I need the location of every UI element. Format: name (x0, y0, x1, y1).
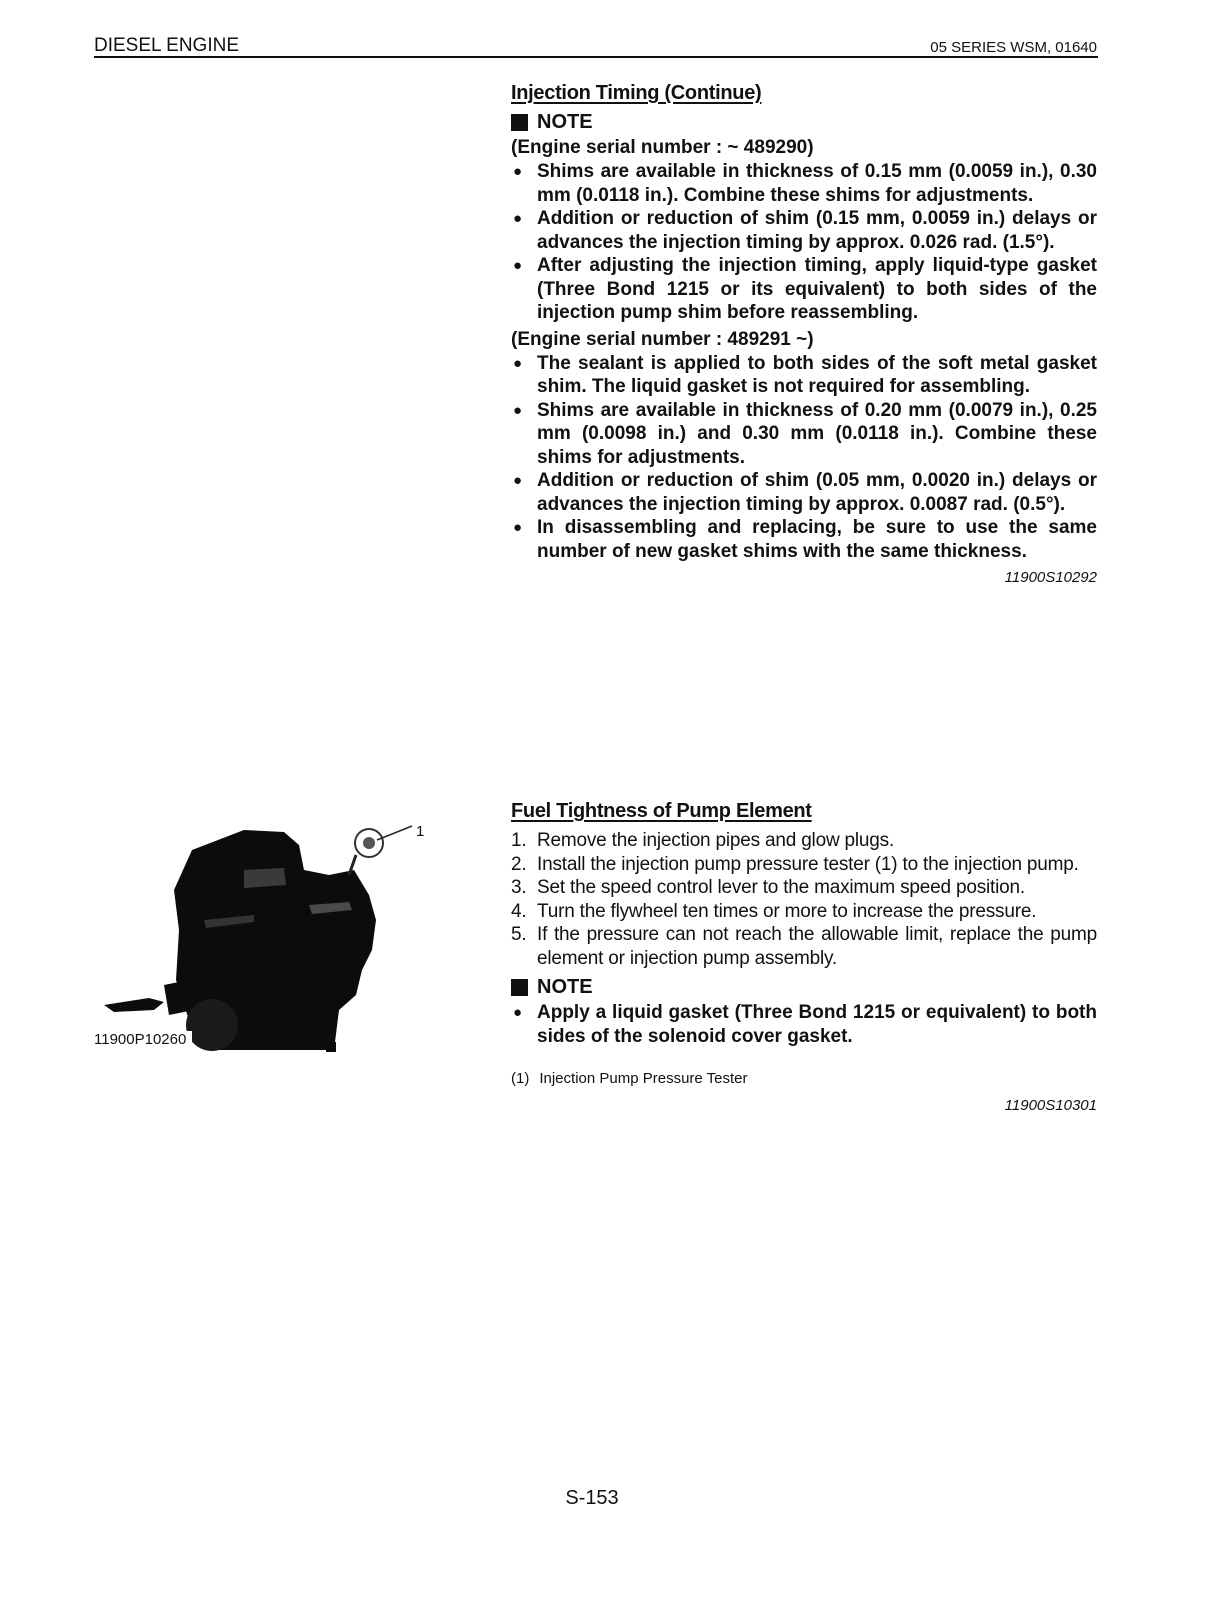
legend-text: Injection Pump Pressure Tester (539, 1070, 748, 1087)
list-item: ● Apply a liquid gasket (Three Bond 1215 or equivalent) to both sides of the solenoid cover gasket. (511, 1001, 1097, 1048)
note-label: NOTE (537, 111, 593, 133)
engine-photo (94, 810, 434, 1055)
note-heading (511, 976, 1097, 999)
list-item (511, 900, 1097, 924)
note-square-icon (511, 979, 528, 996)
list-item (511, 829, 1097, 853)
bullet-list-b (511, 352, 1097, 564)
section-fuel-tightness (511, 800, 1097, 1114)
note-square-icon (511, 114, 528, 131)
legend-number: (1) (511, 1070, 530, 1087)
list-item: ● After adjusting the injection timing, apply liquid-type gasket (Three Bond 1215 or its equivalent) to both sides of the injection pump shim before reassembling. (511, 254, 1097, 325)
steps-list (511, 829, 1097, 970)
section-title: Injection Timing (Continue) (511, 82, 762, 104)
header-rule (94, 56, 1098, 58)
step-text: Turn the flywheel ten times or more to increase the pressure. (537, 900, 1037, 922)
list-item (511, 853, 1097, 877)
bullet-list-a (511, 160, 1097, 325)
list-item: ● Addition or reduction of shim (0.15 mm, 0.0059 in.) delays or advances the injection timing by approx. 0.026 rad. (1.5°). (511, 207, 1097, 254)
step-text: Remove the injection pipes and glow plugs. (537, 830, 895, 851)
note-heading (511, 111, 1097, 134)
step-text: Set the speed control lever to the maximum speed position. (537, 877, 1025, 898)
callout-number: 1 (416, 823, 425, 840)
section-title: Fuel Tightness of Pump Element (511, 800, 812, 822)
reference-code: 11900S10301 (1004, 1097, 1097, 1114)
list-item (511, 923, 1097, 970)
section-injection-timing (511, 82, 1097, 586)
list-item: ● In disassembling and replacing, be sure to use the same number of new gasket shims with the same thickness. (511, 516, 1097, 563)
page-number: S-153 (565, 1487, 619, 1509)
list-item: ● Shims are available in thickness of 0.15 mm (0.0059 in.), 0.30 mm (0.0118 in.). Combine these shims for adjustments. (511, 160, 1097, 207)
list-item: ● Shims are available in thickness of 0.20 mm (0.0079 in.), 0.25 mm (0.0098 in.) and 0.30 mm (0.0118 in.). Combine these shims for adjustments. (511, 399, 1097, 470)
serial-range-a: (Engine serial number : ~ 489290) (511, 137, 814, 158)
reference-code: 11900S10292 (1004, 569, 1097, 586)
step-number: 2. (511, 853, 527, 875)
step-number: 4. (511, 900, 527, 922)
list-item: ● Addition or reduction of shim (0.05 mm, 0.0020 in.) delays or advances the injection timing by approx. 0.0087 rad. (0.5°). (511, 469, 1097, 516)
list-item: ● The sealant is applied to both sides of the soft metal gasket shim. The liquid gasket is not required for assembling. (511, 352, 1097, 399)
header-left: DIESEL ENGINE (94, 35, 240, 56)
step-number: 1. (511, 830, 527, 851)
note-bullet-list (511, 1001, 1097, 1048)
figure-legend (511, 1070, 1097, 1087)
header-right: 05 SERIES WSM, 01640 (930, 39, 1097, 56)
list-item (511, 876, 1097, 900)
note-label: NOTE (537, 976, 593, 998)
step-text: Install the injection pump pressure tester (1) to the injection pump. (537, 853, 1079, 875)
serial-range-b: (Engine serial number : 489291 ~) (511, 328, 814, 350)
step-number: 5. (511, 924, 527, 945)
step-text: If the pressure can not reach the allowable limit, replace the pump element or injection pump assembly. (537, 924, 1097, 969)
figure-label: 11900P10260 (94, 1031, 192, 1048)
step-number: 3. (511, 877, 527, 898)
